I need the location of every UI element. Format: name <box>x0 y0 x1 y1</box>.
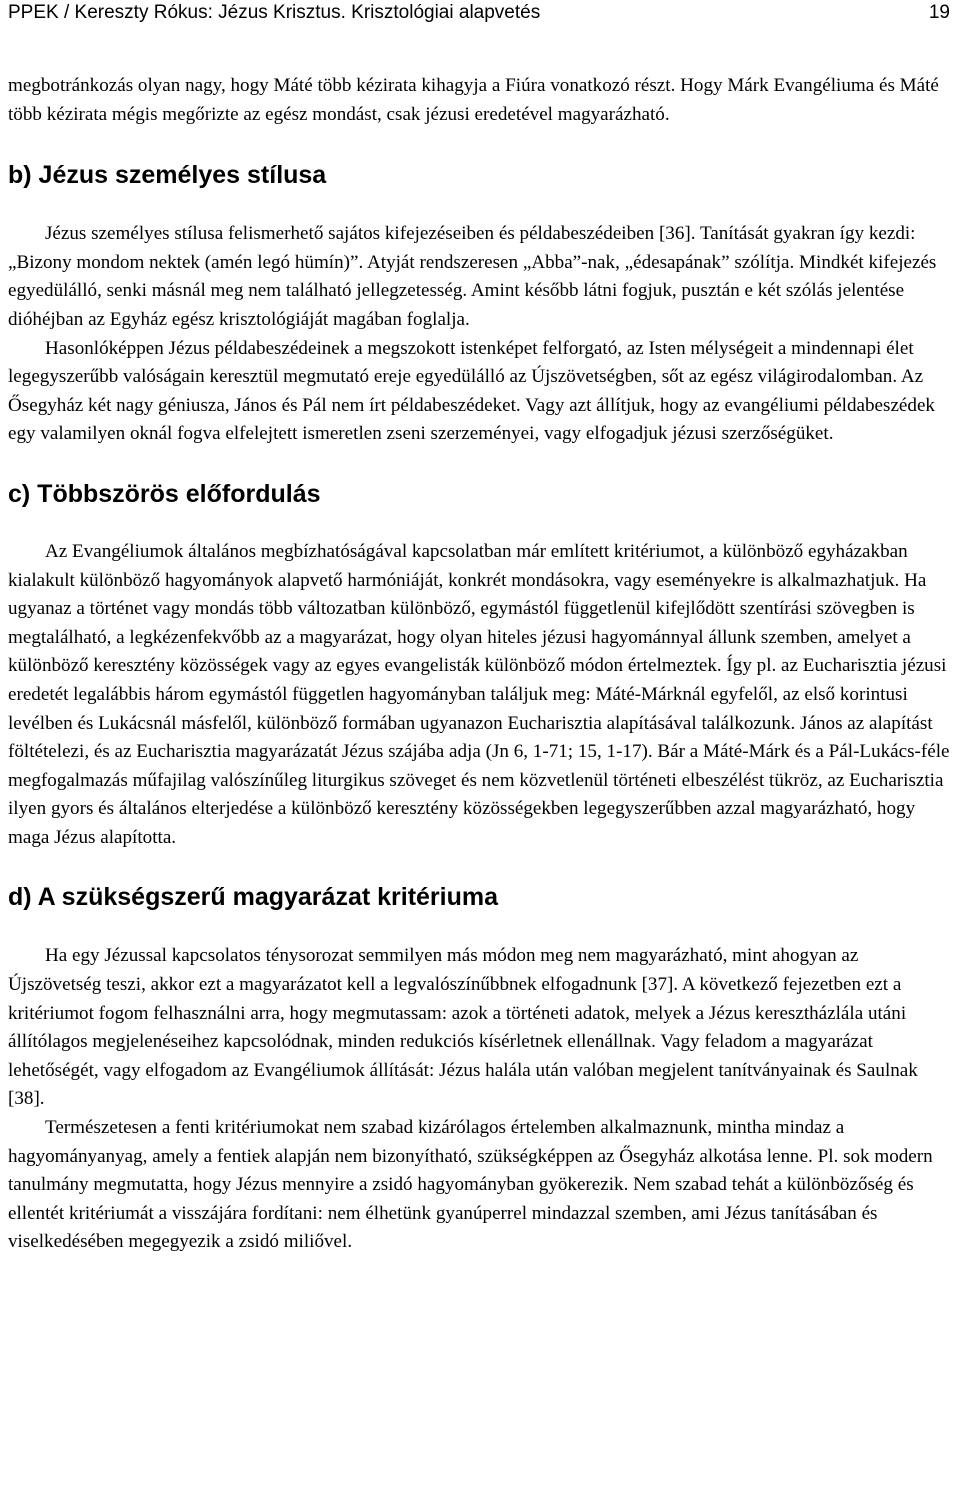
document-body <box>8 72 956 1257</box>
section-heading-b: b) Jézus személyes stílusa <box>8 161 327 190</box>
section-heading-c: c) Többszörös előfordulás <box>8 479 321 508</box>
page-number: 19 <box>928 2 950 23</box>
paragraph-d-1: Ha egy Jézussal kapcsolatos ténysorozat semmilyen más módon meg nem magyarázható, mint ahogyan az Újszövetség teszi, akkor ezt a magyarázatot kell a legvalószínűbbnek elfogadnunk [37]. A következő fejezetben ezt a kritériumot fogom felhasználni arra, hogy megmutassam: azok a történeti adatok, melyek a Jézus keresztházlála utáni állítólagos megjelenéseihez kapcsolódnak, minden redukciós kísérletnek ellenállnak. Vagy feladom a magyarázat lehetőségét, vagy elfogadom az Evangéliumok állítását: Jézus halála után valóban megjelent tanítványainak és Saulnak [38]. <box>8 945 918 1110</box>
paragraph-b-1: Jézus személyes stílusa felismerhető sajátos kifejezéseiben és példabeszédeiben [36]. Tanítását gyakran így kezdi: „Bizony mondom nektek (amén legó hümín)”. Atyját rendszeresen „Abba”-nak, „édesapának” szólítja. Mindkét kifejezés egyedülálló, senki másnál meg nem található jellegzetesség. Amint később látni fogjuk, pusztán e két szólás jelentése dióhéjban az Egyház egész krisztológiáját magában foglalja. <box>8 223 937 330</box>
continuation-paragraph: megbotránkozás olyan nagy, hogy Máté több kézirata kihagyja a Fiúra vonatkozó részt. Hogy Márk Evangéliuma és Máté több kézirata mégis megőrizte az egész mondást, csak jézusi eredetével magyarázható. <box>8 75 939 125</box>
running-header-title: PPEK / Kereszty Rókus: Jézus Krisztus. Krisztológiai alapvetés <box>8 2 541 23</box>
section-heading-d: d) A szükségszerű magyarázat kritériuma <box>8 883 499 912</box>
paragraph-d-2: Természetesen a fenti kritériumokat nem szabad kizárólagos értelemben alkalmaznunk, mintha mindaz a hagyományanyag, amely a fentiek alapján nem bizonyítható, szükségképpen az Ősegyház alkotása lenne. Pl. sok modern tanulmány megmutatta, hogy Jézus mennyire a zsidó hagyományban gyökerezik. Nem szabad tehát a különbözőség és ellentét kritériumát a visszájára fordítani: nem élhetünk gyanúperrel mindazzal szemben, ami Jézus tanításában és viselkedésében megegyezik a zsidó miliővel. <box>8 1117 933 1253</box>
running-header <box>8 0 950 26</box>
paragraph-c-1: Az Evangéliumok általános megbízhatóságával kapcsolatban már említett kritériumot, a különböző egyházakban kialakult különböző hagyományok alapvető harmóniáját, konkrét mondásokra, vagy eseményekre is alkalmazhatjuk. Ha ugyanaz a történet vagy mondás több változatban különböző, egymástól függetlenül kifejlődött szentírási szövegben is megtalálható, a legkézenfekvőbb az a magyarázat, hogy olyan hiteles jézusi hagyománnyal állunk szemben, amelyet a különböző keresztény közösségek vagy az egyes evangelisták különböző módon értelmeztek. Így pl. az Eucharisztia jézusi eredetét legalábbis három egymástól független hagyományban találjuk meg: Máté-Márknál egyfelől, az első korintusi levélben és Lukácsnál másfelől, különböző formában ugyanazon Eucharisztia alapításával találkozunk. János az alapítást föltételezi, és az Eucharisztia magyarázatát Jézus szájába adja (Jn 6, 1-71; 15, 1-17). Bár a Máté-Márk és a Pál-Lukács-féle megfogalmazás műfajilag valószínűleg liturgikus szöveget és nem közvetlenül történeti elbeszélést tükröz, az Eucharisztia ilyen gyors és általános elterjedése a különböző keresztény közösségekben legegyszerűbben azzal magyarázható, hogy maga Jézus alapította. <box>8 540 950 848</box>
paragraph-b-2: Hasonlóképpen Jézus példabeszédeinek a megszokott istenképet felforgató, az Isten mélységeit a mindennapi élet legegyszerűbb valóságain keresztül megmutató ereje egyedülálló az Újszövetségben, sőt az egész világirodalomban. Az Ősegyház két nagy géniusza, János és Pál nem írt példabeszédeket. Vagy azt állítjuk, hogy az evangéliumi példabeszédek egy valamilyen oknál fogva elfelejtett ismeretlen zseni szerzeményei, vagy elfogadjuk jézusi szerzőségüket. <box>8 337 935 445</box>
